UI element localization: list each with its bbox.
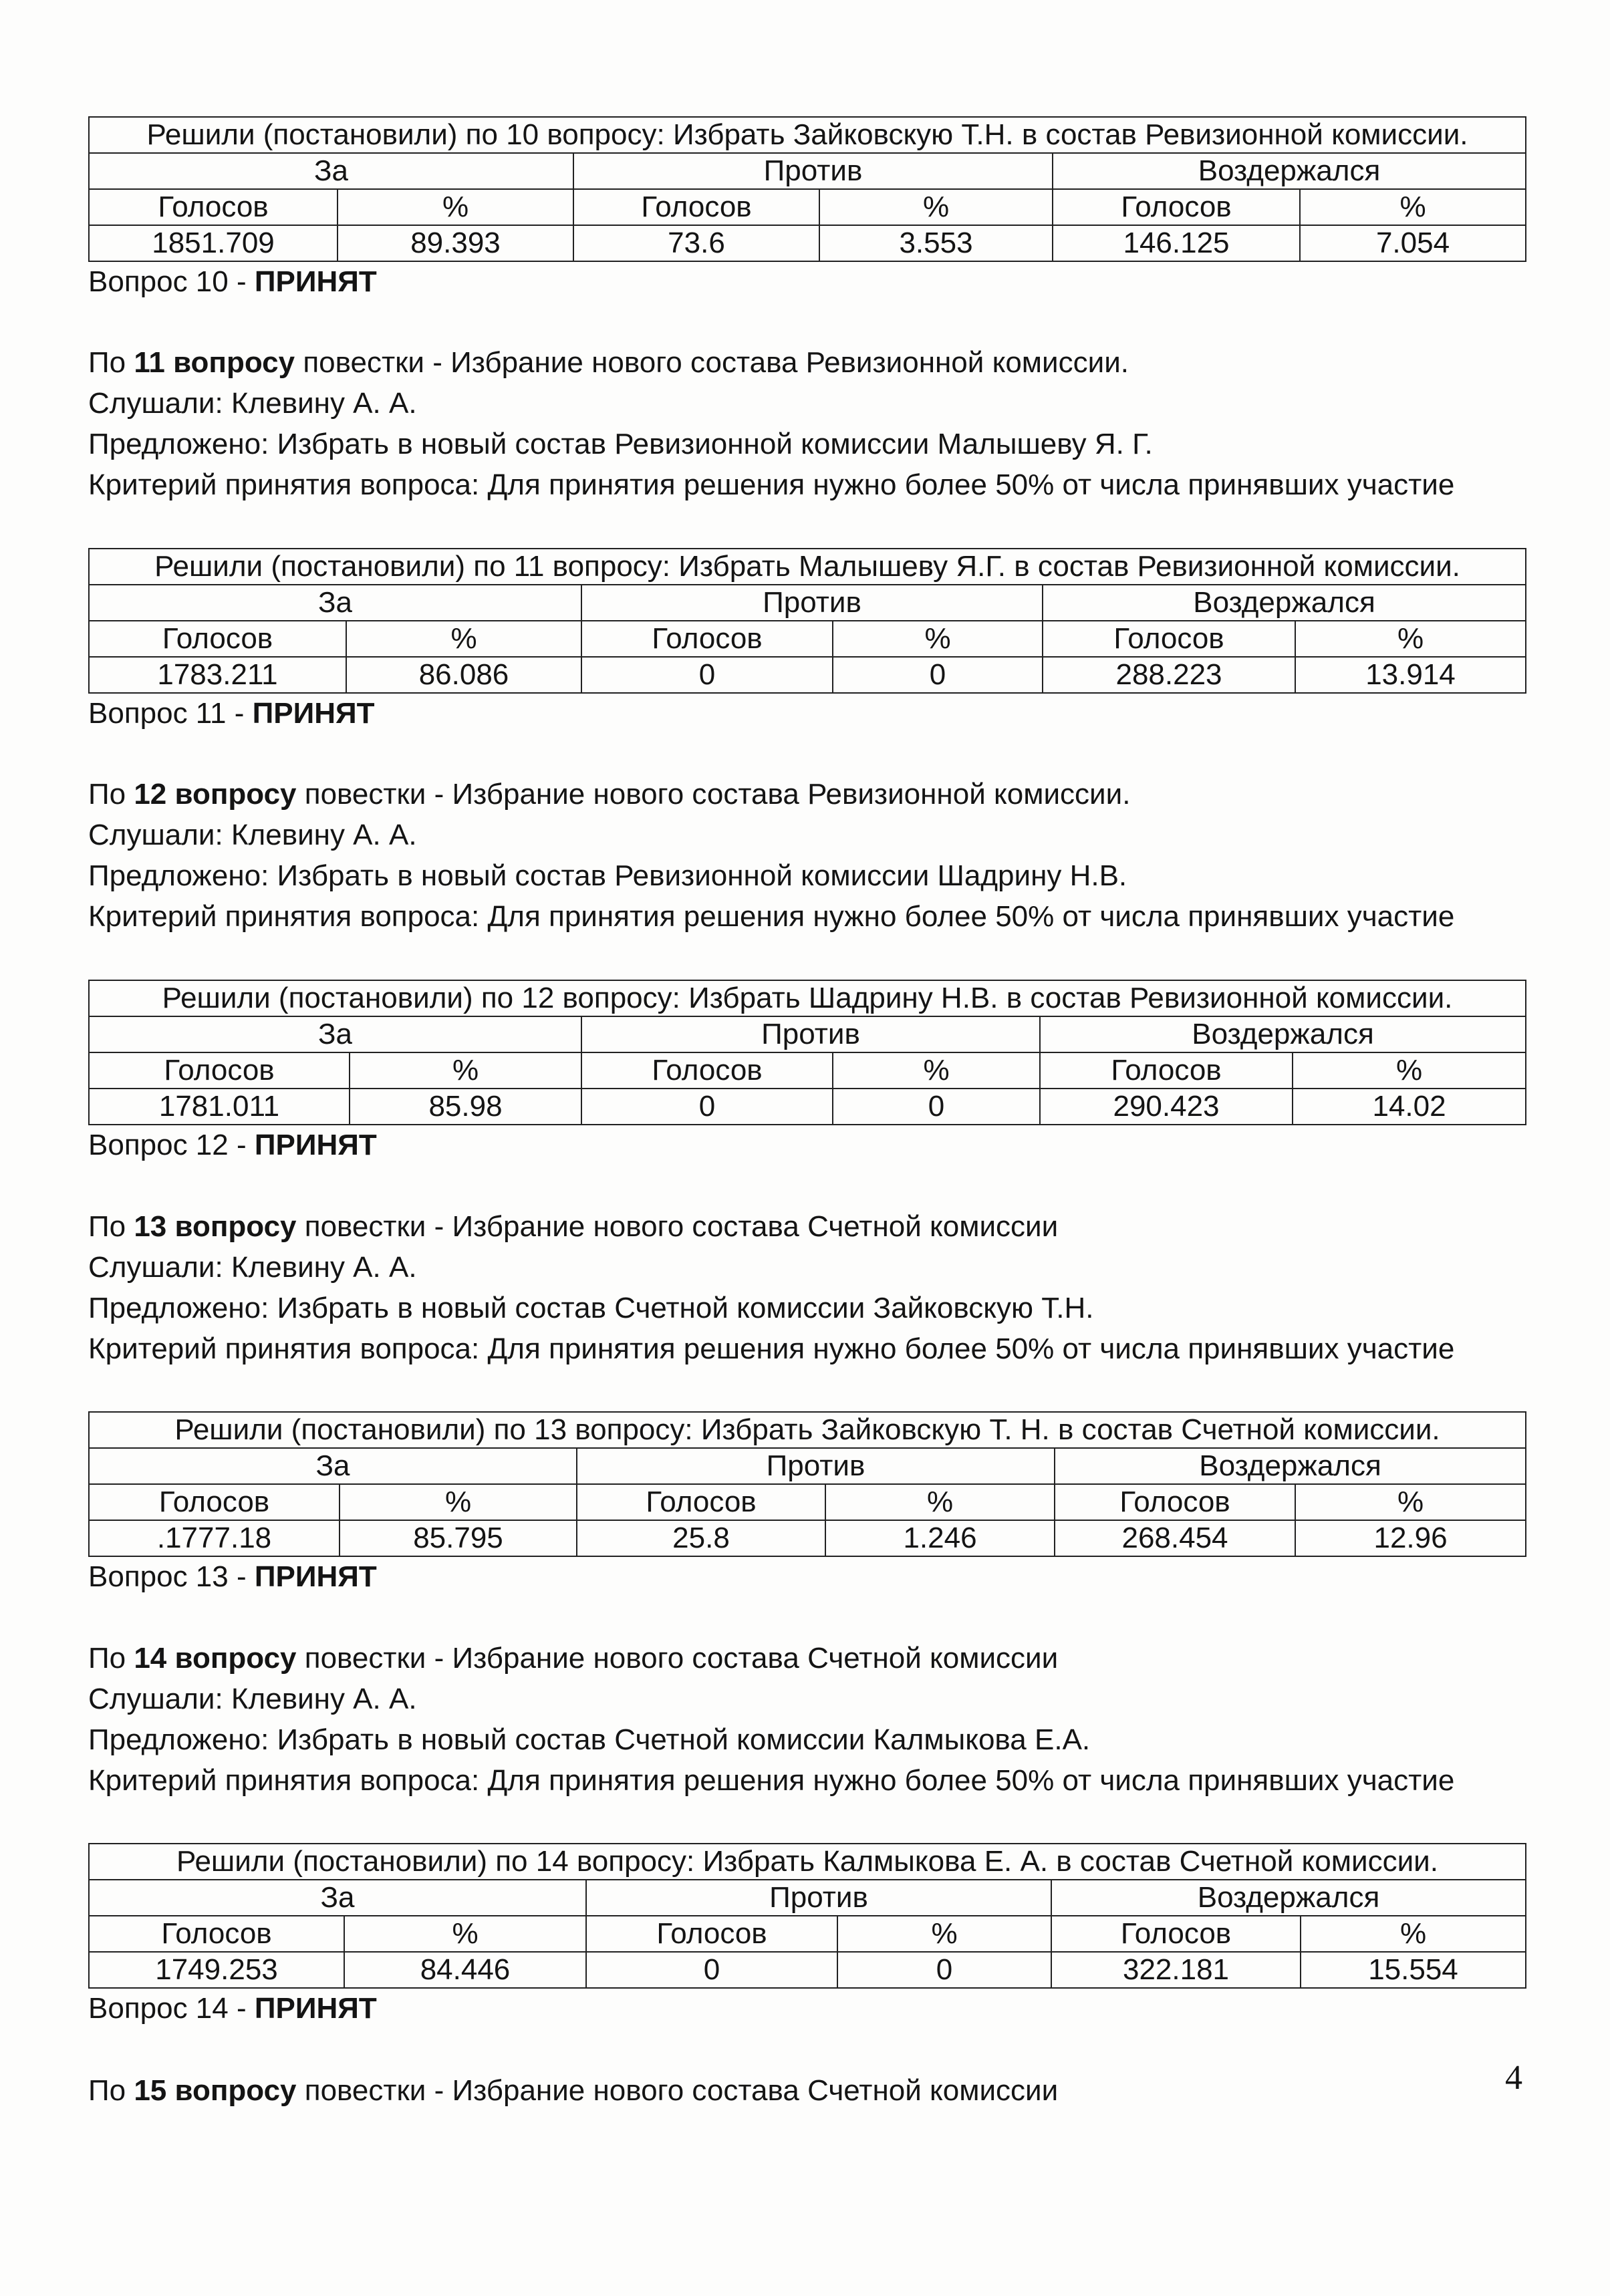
col-header: % — [833, 1052, 1040, 1089]
agenda-line: По 13 вопросу повестки - Избрание нового состава Счетной комиссии — [88, 1210, 1059, 1243]
value-cell: 0 — [586, 1952, 837, 1988]
value-cell: 86.086 — [346, 657, 581, 693]
decision-status: Вопрос 14 - ПРИНЯТ — [88, 1992, 377, 2025]
criterion-line: Критерий принятия вопроса: Для принятия решения нужно более 50% от числа принявших участие — [88, 1764, 1455, 1797]
value-cell: 15.554 — [1301, 1952, 1526, 1988]
group-for: За — [89, 1448, 577, 1484]
value-cell: 73.6 — [573, 225, 819, 261]
col-header: Голосов — [581, 621, 833, 657]
heard-line: Слушали: Клевину А. А. — [88, 387, 417, 420]
group-against: Против — [577, 1448, 1055, 1484]
col-header: % — [346, 621, 581, 657]
group-abstained: Воздержался — [1051, 1880, 1526, 1916]
proposed-line: Предложено: Избрать в новый состав Ревизионной комиссии Малышеву Я. Г. — [88, 428, 1153, 460]
value-cell: 1851.709 — [89, 225, 338, 261]
agenda-line: По 15 вопросу повестки - Избрание нового состава Счетной комиссии — [88, 2074, 1059, 2107]
value-cell: 0 — [581, 657, 833, 693]
col-header: Голосов — [1055, 1484, 1295, 1520]
agenda-line: По 12 вопросу повестки - Избрание нового состава Ревизионной комиссии. — [88, 778, 1131, 811]
decision-status: Вопрос 11 - ПРИНЯТ — [88, 697, 375, 730]
agenda-item-13 — [88, 1206, 1559, 1369]
group-against: Против — [573, 153, 1053, 189]
decision-status: Вопрос 13 - ПРИНЯТ — [88, 1560, 377, 1593]
col-header: Голосов — [1051, 1916, 1301, 1952]
vote-table — [88, 980, 1526, 1125]
proposed-line: Предложено: Избрать в новый состав Счетной комиссии Калмыкова Е.А. — [88, 1723, 1091, 1756]
criterion-line: Критерий принятия вопроса: Для принятия решения нужно более 50% от числа принявших участие — [88, 1332, 1455, 1365]
value-cell: 268.454 — [1055, 1520, 1295, 1556]
page-number: 4 — [1505, 2059, 1522, 2097]
col-header: % — [1300, 189, 1526, 225]
col-header: % — [1295, 1484, 1526, 1520]
col-header: % — [1295, 621, 1526, 657]
col-header: % — [338, 189, 573, 225]
col-header: % — [825, 1484, 1055, 1520]
value-cell: 1749.253 — [89, 1952, 344, 1988]
value-cell: 1783.211 — [89, 657, 346, 693]
resolution-text: Решили (постановили) по 14 вопросу: Избрать Калмыкова Е. А. в состав Счетной комиссии. — [89, 1844, 1526, 1880]
col-header: Голосов — [89, 1484, 340, 1520]
value-cell: 0 — [581, 1089, 833, 1125]
value-cell: 3.553 — [819, 225, 1053, 261]
value-cell: 85.795 — [340, 1520, 577, 1556]
value-cell: 89.393 — [338, 225, 573, 261]
vote-block-11 — [88, 548, 1525, 732]
col-header: Голосов — [577, 1484, 825, 1520]
vote-block-12 — [88, 980, 1525, 1164]
col-header: Голосов — [573, 189, 819, 225]
vote-block-13 — [88, 1411, 1525, 1596]
decision-status: Вопрос 12 - ПРИНЯТ — [88, 1129, 377, 1161]
group-against: Против — [581, 1016, 1040, 1052]
value-cell: 13.914 — [1295, 657, 1526, 693]
col-header: Голосов — [89, 189, 338, 225]
group-abstained: Воздержался — [1043, 585, 1526, 621]
col-header: % — [1293, 1052, 1526, 1089]
col-header: % — [344, 1916, 586, 1952]
col-header: Голосов — [89, 621, 346, 657]
value-cell: 25.8 — [577, 1520, 825, 1556]
group-abstained: Воздержался — [1053, 153, 1526, 189]
value-cell: .1777.18 — [89, 1520, 340, 1556]
value-cell: 0 — [837, 1952, 1051, 1988]
col-header: Голосов — [89, 1916, 344, 1952]
vote-block-10 — [88, 116, 1525, 301]
vote-table — [88, 548, 1526, 694]
value-cell: 84.446 — [344, 1952, 586, 1988]
value-cell: 146.125 — [1053, 225, 1300, 261]
proposed-line: Предложено: Избрать в новый состав Счетной комиссии Зайковскую Т.Н. — [88, 1292, 1094, 1324]
col-header: Голосов — [1040, 1052, 1293, 1089]
agenda-item-14 — [88, 1638, 1559, 1801]
resolution-text: Решили (постановили) по 10 вопросу: Избрать Зайковскую Т.Н. в состав Ревизионной комиссии. — [89, 117, 1526, 153]
agenda-line: По 14 вопросу повестки - Избрание нового состава Счетной комиссии — [88, 1642, 1059, 1675]
col-header: % — [833, 621, 1043, 657]
value-cell: 322.181 — [1051, 1952, 1301, 1988]
resolution-text: Решили (постановили) по 12 вопросу: Избрать Шадрину Н.В. в состав Ревизионной комиссии. — [89, 980, 1526, 1016]
vote-block-14 — [88, 1843, 1525, 2027]
value-cell: 12.96 — [1295, 1520, 1526, 1556]
group-for: За — [89, 1880, 586, 1916]
group-abstained: Воздержался — [1055, 1448, 1526, 1484]
agenda-item-12 — [88, 774, 1559, 937]
agenda-line: По 11 вопросу повестки - Избрание нового состава Ревизионной комиссии. — [88, 346, 1129, 379]
value-cell: 0 — [833, 657, 1043, 693]
value-cell: 0 — [833, 1089, 1040, 1125]
col-header: Голосов — [1043, 621, 1295, 657]
value-cell: 1.246 — [825, 1520, 1055, 1556]
value-cell: 85.98 — [350, 1089, 581, 1125]
col-header: Голосов — [581, 1052, 833, 1089]
decision-status: Вопрос 10 - ПРИНЯТ — [88, 265, 377, 298]
heard-line: Слушали: Клевину А. А. — [88, 1683, 417, 1715]
criterion-line: Критерий принятия вопроса: Для принятия решения нужно более 50% от числа принявших участие — [88, 468, 1455, 501]
col-header: % — [340, 1484, 577, 1520]
group-abstained: Воздержался — [1040, 1016, 1526, 1052]
vote-table — [88, 1843, 1526, 1989]
value-cell: 7.054 — [1300, 225, 1526, 261]
col-header: Голосов — [89, 1052, 350, 1089]
col-header: Голосов — [1053, 189, 1300, 225]
value-cell: 288.223 — [1043, 657, 1295, 693]
group-against: Против — [586, 1880, 1051, 1916]
criterion-line: Критерий принятия вопроса: Для принятия решения нужно более 50% от числа принявших участие — [88, 900, 1455, 933]
vote-table — [88, 116, 1526, 262]
resolution-text: Решили (постановили) по 13 вопросу: Избрать Зайковскую Т. Н. в состав Счетной комиссии. — [89, 1412, 1526, 1448]
group-against: Против — [581, 585, 1043, 621]
group-for: За — [89, 585, 581, 621]
vote-table — [88, 1411, 1526, 1557]
heard-line: Слушали: Клевину А. А. — [88, 1251, 417, 1284]
col-header: % — [350, 1052, 581, 1089]
value-cell: 1781.011 — [89, 1089, 350, 1125]
col-header: % — [819, 189, 1053, 225]
group-for: За — [89, 153, 573, 189]
agenda-item-11 — [88, 342, 1559, 505]
agenda-item-15 — [88, 2070, 1559, 2111]
proposed-line: Предложено: Избрать в новый состав Ревизионной комиссии Шадрину Н.В. — [88, 859, 1127, 892]
heard-line: Слушали: Клевину А. А. — [88, 819, 417, 851]
col-header: % — [1301, 1916, 1526, 1952]
resolution-text: Решили (постановили) по 11 вопросу: Избрать Малышеву Я.Г. в состав Ревизионной комиссии. — [89, 549, 1526, 585]
group-for: За — [89, 1016, 581, 1052]
col-header: Голосов — [586, 1916, 837, 1952]
value-cell: 290.423 — [1040, 1089, 1293, 1125]
value-cell: 14.02 — [1293, 1089, 1526, 1125]
col-header: % — [837, 1916, 1051, 1952]
